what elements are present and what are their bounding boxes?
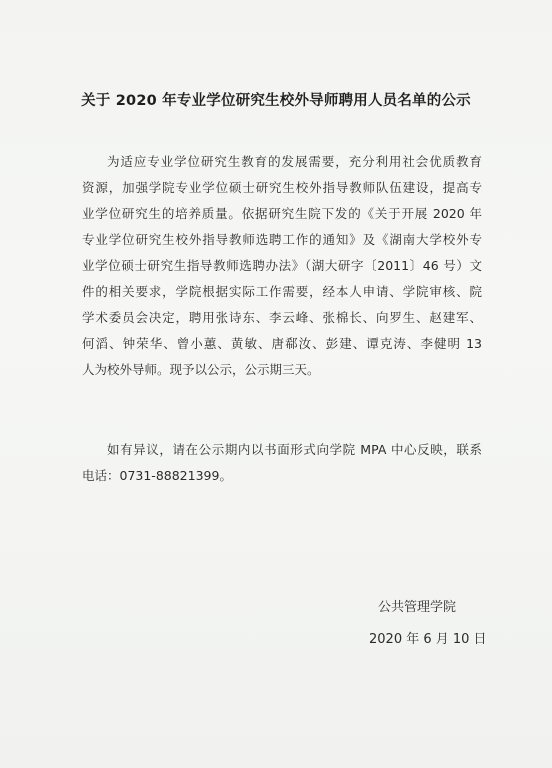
paragraph-line: 电话：0731-88821399。	[82, 468, 232, 483]
paragraph-line: 学术委员会决定，聘用张诗东、李云峰、张棉长、向罗生、赵建军、	[82, 310, 482, 325]
paragraph-line: 专业学位研究生校外指导教师选聘工作的通知》及《湖南大学校外专	[82, 232, 482, 247]
announcement-paragraph	[82, 149, 482, 383]
paragraph-line: 件的相关要求，学院根据实际工作需要，经本人申请、学院审核、院	[82, 284, 482, 299]
signature-organization: 公共管理学院	[378, 600, 457, 615]
paragraph-line: 资源，加强学院专业学位硕士研究生校外指导教师队伍建设，提高专	[82, 180, 482, 195]
paragraph-line: 业学位硕士研究生指导教师选聘办法》（湖大研字〔2011〕46 号）文	[82, 258, 482, 273]
objection-paragraph	[82, 437, 482, 489]
paragraph-line: 如有异议，请在公示期内以书面形式向学院 MPA 中心反映，联系	[107, 442, 482, 457]
paragraph-line: 为适应专业学位研究生教育的发展需要，充分利用社会优质教育	[107, 154, 482, 169]
paragraph-line: 业学位研究生的培养质量。依据研究生院下发的《关于开展 2020 年	[82, 206, 482, 221]
paragraph-line: 何滔、钟荣华、曾小蕙、黄敏、唐郗汝、彭建、谭克涛、李健明 13	[82, 336, 482, 351]
document-title: 关于 2020 年专业学位研究生校外导师聘用人员名单的公示	[81, 93, 471, 109]
paragraph-line: 人为校外导师。现予以公示，公示期三天。	[82, 362, 320, 377]
signature-date: 2020 年 6 月 10 日	[369, 632, 487, 647]
